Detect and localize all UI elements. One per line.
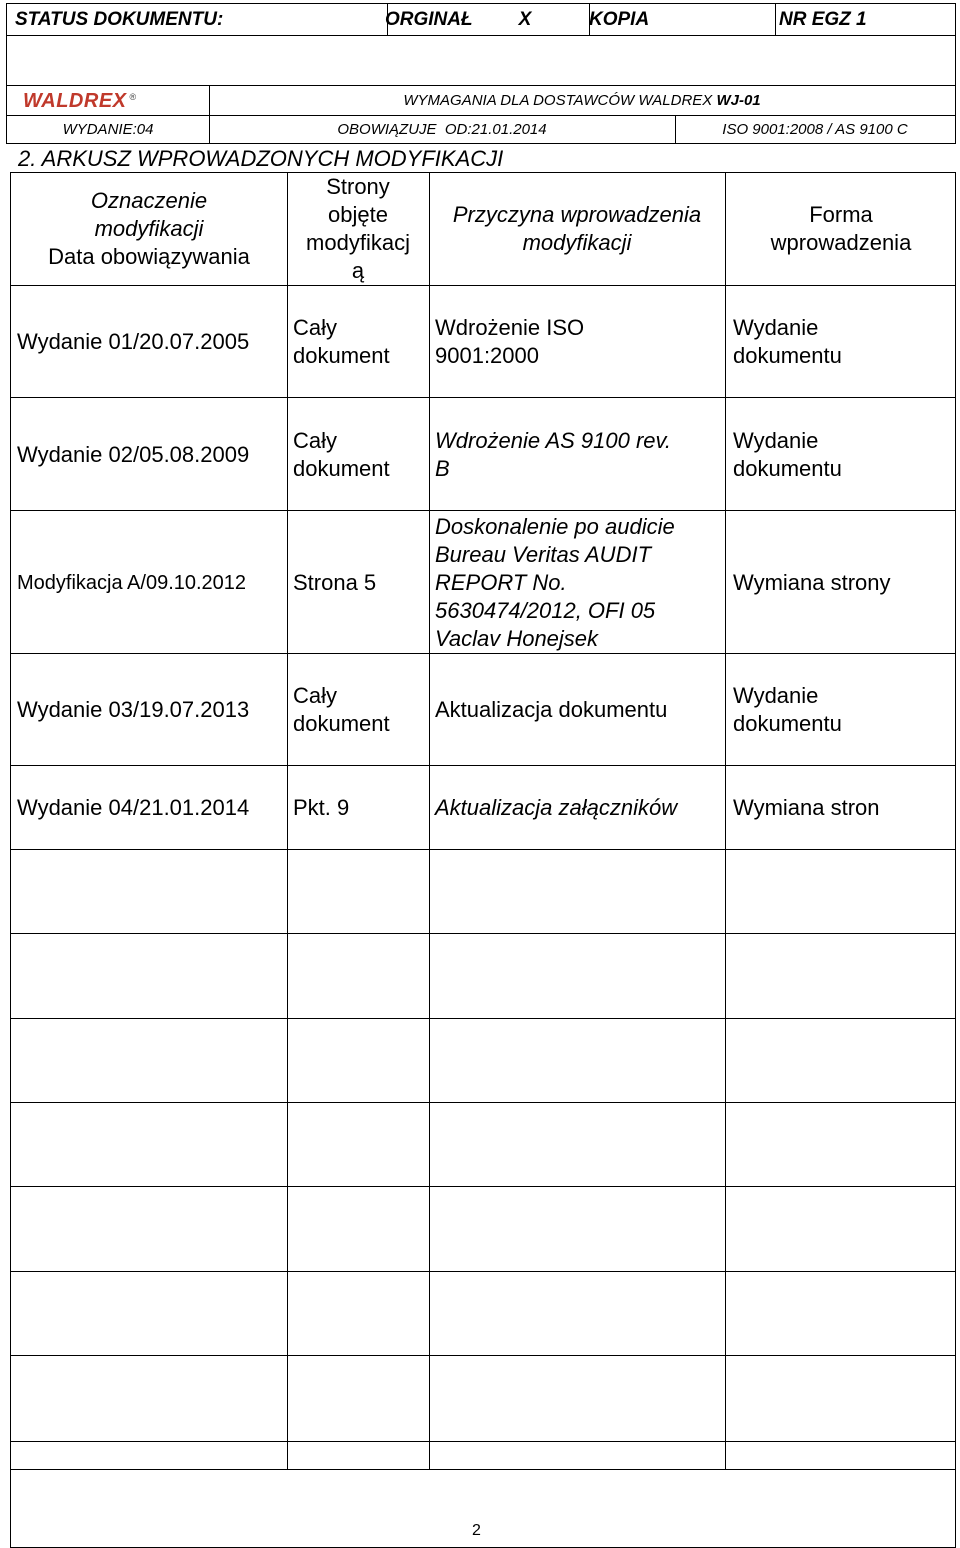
cell-line: Bureau Veritas AUDIT xyxy=(435,542,652,567)
cell-line: REPORT No. xyxy=(435,570,567,595)
status-original-cell xyxy=(379,4,590,35)
cell-line: dokumentu xyxy=(733,456,842,481)
cell-line: Doskonalenie po audicie xyxy=(435,514,675,539)
header-designation xyxy=(11,187,287,271)
cell-line: dokument xyxy=(293,456,390,481)
row-pages xyxy=(293,314,390,370)
header-form xyxy=(725,201,957,257)
modifications-table xyxy=(10,172,956,1470)
logo-text: WALDREX xyxy=(23,89,127,112)
cell-line: Wdrożenie ISO xyxy=(435,315,585,340)
cell-line: Wdrożenie AS 9100 rev. xyxy=(435,428,672,453)
waldrex-logo xyxy=(23,91,136,111)
header-line: modyfikacji xyxy=(94,216,204,241)
row-pages xyxy=(293,682,390,738)
registered-mark: ® xyxy=(129,92,137,102)
status-copy: KOPIA xyxy=(583,4,776,35)
row-form: Wymiana strony xyxy=(733,570,891,595)
status-mark: X xyxy=(518,8,532,30)
cell-line: Wydanie xyxy=(733,315,819,340)
row-designation: Modyfikacja A/09.10.2012 xyxy=(17,572,247,594)
row-pages xyxy=(293,427,390,483)
row-reason xyxy=(435,513,675,653)
header-line: ą xyxy=(351,258,365,283)
cell-line: Vaclav Honejsek xyxy=(435,626,599,651)
effective-date: OBOWIĄZUJE OD:21.01.2014 xyxy=(209,115,676,143)
document-title-text: WYMAGANIA DLA DOSTAWCÓW WALDREX xyxy=(403,92,717,109)
page-number: 2 xyxy=(472,1522,481,1539)
footer-box xyxy=(10,1470,956,1548)
cell-line: dokument xyxy=(293,711,390,736)
header-line: Forma xyxy=(809,202,873,227)
cell-line: Cały xyxy=(293,683,338,708)
row-reason xyxy=(435,427,671,483)
logo-cell xyxy=(7,86,210,116)
row-form: Wymiana stron xyxy=(733,795,880,820)
edition: WYDANIE:04 xyxy=(7,115,210,143)
row-reason: Aktualizacja załączników xyxy=(435,795,678,820)
cell-line: dokumentu xyxy=(733,711,842,736)
header-line: Przyczyna wprowadzenia xyxy=(452,202,702,227)
status-copy-number: NR EGZ 1 xyxy=(779,8,867,30)
cell-line: Wydanie xyxy=(733,683,819,708)
cell-line: Cały xyxy=(293,428,338,453)
header-line: objęte xyxy=(328,202,388,227)
header-line: wprowadzenia xyxy=(770,230,912,255)
row-form xyxy=(733,682,842,738)
document-title xyxy=(209,86,955,116)
row-designation: Wydanie 04/21.01.2014 xyxy=(17,795,250,820)
row-pages: Strona 5 xyxy=(293,570,377,595)
header-line: Oznaczenie xyxy=(90,188,208,213)
document-code: WJ-01 xyxy=(716,92,761,109)
row-designation: Wydanie 01/20.07.2005 xyxy=(17,329,250,354)
row-reason xyxy=(435,314,584,370)
cell-line: B xyxy=(435,456,450,481)
status-label: STATUS DOKUMENTU: xyxy=(7,4,388,35)
cell-line: dokument xyxy=(293,343,390,368)
header-line: modyfikacj xyxy=(306,230,410,255)
row-form xyxy=(733,427,842,483)
status-original: ORGINAŁ xyxy=(385,8,473,30)
blank-band xyxy=(6,36,956,86)
cell-line: 5630474/2012, OFI 05 xyxy=(435,598,656,623)
status-bar xyxy=(6,3,956,36)
row-reason: Aktualizacja dokumentu xyxy=(435,697,668,722)
row-pages: Pkt. 9 xyxy=(293,795,350,820)
cell-line: 9001:2000 xyxy=(435,343,539,368)
standards: ISO 9001:2008 / AS 9100 C xyxy=(722,120,908,138)
header-reason xyxy=(429,201,725,257)
cell-line: Cały xyxy=(293,315,338,340)
document-header xyxy=(6,86,956,144)
cell-line: Wydanie xyxy=(733,428,819,453)
row-form xyxy=(733,314,842,370)
sheet-title: 2. ARKUSZ WPROWADZONYCH MODYFIKACJI xyxy=(18,146,504,171)
header-line: modyfikacji xyxy=(522,230,632,255)
row-designation: Wydanie 03/19.07.2013 xyxy=(17,697,250,722)
header-line: Data obowiązywania xyxy=(48,244,250,269)
header-pages xyxy=(287,173,429,285)
cell-line: dokumentu xyxy=(733,343,842,368)
row-designation: Wydanie 02/05.08.2009 xyxy=(17,442,250,467)
header-line: Strony xyxy=(326,174,390,199)
